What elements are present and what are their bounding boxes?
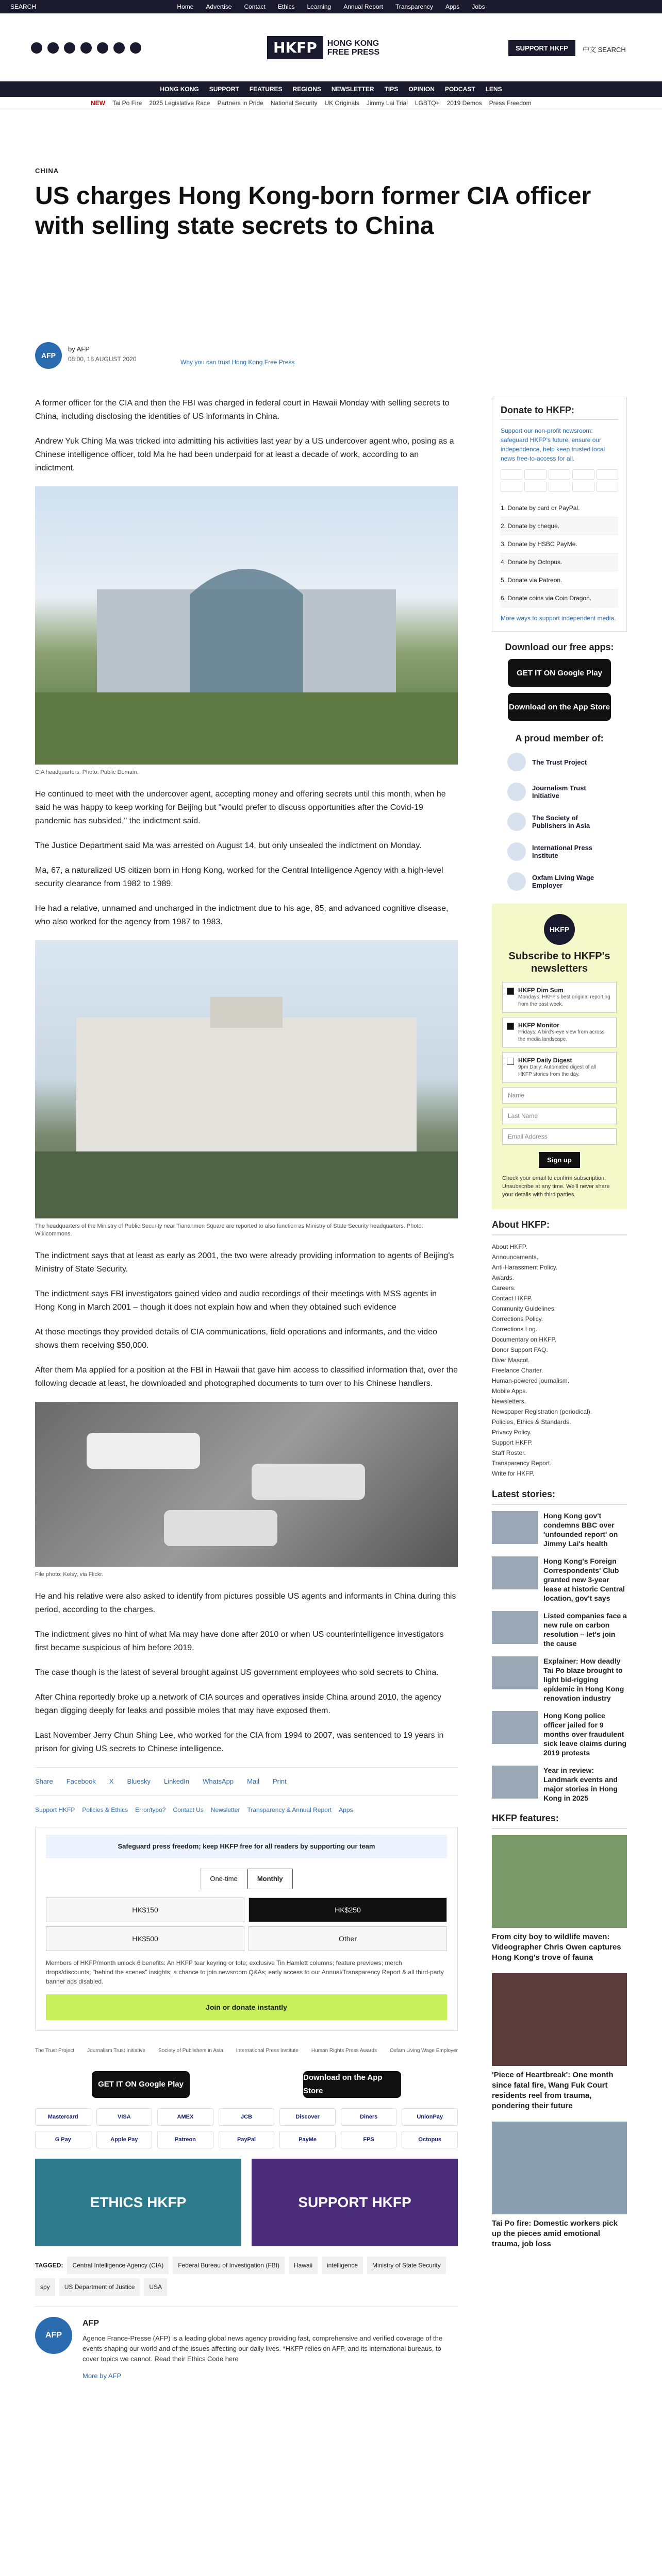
toggle-one-time[interactable]: One-time bbox=[200, 1869, 247, 1889]
x-icon[interactable] bbox=[64, 42, 75, 54]
sopa-icon bbox=[507, 812, 526, 831]
building-illustration bbox=[35, 940, 458, 1218]
facebook-icon[interactable] bbox=[31, 42, 42, 54]
latest-story[interactable] bbox=[492, 1556, 627, 1603]
feature-image bbox=[492, 1835, 627, 1928]
story-title[interactable]: Hong Kong police officer jailed for 9 months over fraudulent sick leave claims during 2019 protests bbox=[543, 1711, 627, 1757]
payment-logo: Mastercard bbox=[35, 2108, 91, 2126]
about-link[interactable]: Corrections Log. bbox=[492, 1326, 538, 1333]
member-title: A proud member of: bbox=[515, 733, 604, 743]
footer-link[interactable]: Support HKFP bbox=[35, 1806, 75, 1814]
member-logo[interactable] bbox=[507, 810, 611, 834]
newsletter-option[interactable] bbox=[502, 1052, 617, 1083]
top-link[interactable]: Ethics bbox=[277, 3, 295, 10]
author-bio: Agence France-Presse (AFP) is a leading global news agency providing fast, comprehensive and verified coverage of the events shaping our world and of the issues affecting our daily lives. *HKFP relies on AFP, and its international bureaus, to cover topics we cannot. Read their Ethics Code here bbox=[82, 2334, 443, 2363]
member-logo[interactable] bbox=[507, 840, 611, 863]
article-headline: US charges Hong Kong-born former CIA officer with selling state secrets to China bbox=[35, 182, 591, 240]
trust-logos bbox=[35, 2044, 458, 2058]
member-logo[interactable] bbox=[507, 750, 611, 774]
trending-link[interactable]: National Security bbox=[270, 99, 318, 107]
trust-logo[interactable]: Journalism Trust Initiative bbox=[87, 2048, 145, 2054]
jti-icon bbox=[507, 783, 526, 801]
top-link[interactable]: Home bbox=[177, 3, 194, 10]
top-link[interactable]: Apps bbox=[445, 3, 460, 10]
member-name: The Trust Project bbox=[532, 758, 587, 766]
support-hkfp-button[interactable]: SUPPORT HKFP bbox=[508, 40, 575, 56]
oxfam-icon bbox=[507, 872, 526, 891]
card-logo bbox=[524, 469, 546, 480]
donate-option[interactable]: 2. Donate by cheque. bbox=[501, 517, 618, 535]
tag[interactable]: intelligence bbox=[322, 2257, 363, 2274]
story-thumbnail bbox=[492, 1556, 538, 1589]
story-title[interactable]: Year in review: Landmark events and major stories in Hong Kong in 2025 bbox=[543, 1766, 618, 1802]
footer-link[interactable]: Error/typo? bbox=[135, 1806, 166, 1814]
building-illustration bbox=[35, 486, 458, 765]
about-link[interactable]: Community Guidelines. bbox=[492, 1305, 556, 1312]
section-tag[interactable]: CHINA bbox=[35, 167, 59, 175]
about-link[interactable]: Privacy Policy. bbox=[492, 1429, 532, 1436]
newsletter-option[interactable] bbox=[502, 1017, 617, 1048]
card-logo bbox=[597, 482, 618, 492]
feature-title[interactable]: From city boy to wildlife maven: Videographer Chris Owen captures Hong Kong's trove of fauna bbox=[492, 1933, 621, 1962]
payment-logo: VISA bbox=[96, 2108, 153, 2126]
trending-link[interactable]: LGBTQ+ bbox=[415, 99, 440, 107]
author-box-avatar[interactable]: AFP bbox=[35, 2317, 72, 2354]
logo-line: FREE PRESS bbox=[327, 47, 380, 57]
trust-link[interactable]: Why you can trust Hong Kong Free Press bbox=[180, 359, 295, 366]
card-logo bbox=[549, 482, 570, 492]
app-store-badge[interactable]: Download on the App Store bbox=[303, 2071, 401, 2098]
donate-option[interactable]: 3. Donate by HSBC PayMe. bbox=[501, 535, 618, 553]
footer-link[interactable]: Transparency & Annual Report bbox=[247, 1806, 332, 1814]
about-link[interactable]: Anti-Harassment Policy. bbox=[492, 1264, 558, 1271]
story-title[interactable]: Hong Kong gov't condemns BBC over 'unfounded report' on Jimmy Lai's health bbox=[543, 1512, 618, 1548]
about-title: About HKFP: bbox=[492, 1219, 627, 1235]
figure bbox=[35, 486, 458, 776]
paragraph: A former officer for the CIA and then the FBI was charged in federal court in Hawaii Monday with selling secrets to China, including disclosing the identities of US informants in China. bbox=[35, 399, 450, 421]
story-thumbnail bbox=[492, 1711, 538, 1744]
payment-logo: Apple Pay bbox=[96, 2131, 153, 2148]
more-by-author-link[interactable]: More by AFP bbox=[82, 2372, 122, 2380]
about-link[interactable]: Policies, Ethics & Standards. bbox=[492, 1418, 571, 1426]
nav-item[interactable]: HONG KONG bbox=[160, 86, 199, 93]
more-ways-link[interactable]: More ways to support independent media. bbox=[501, 615, 616, 622]
about-link[interactable]: Awards. bbox=[492, 1274, 515, 1281]
nav-item[interactable]: NEWSLETTER bbox=[331, 86, 374, 93]
member-name: Oxfam Living Wage Employer bbox=[532, 874, 594, 889]
share-bar bbox=[35, 1767, 458, 1796]
option-name: HKFP Dim Sum bbox=[518, 987, 564, 994]
paragraph: The indictment gives no hint of what Ma may have done after 2010 or when US counterintelligence investigators first became suspicious of him before 2019. bbox=[35, 1630, 444, 1652]
amount-option-selected[interactable]: HK$250 bbox=[249, 1897, 447, 1922]
member-name: International Press Institute bbox=[532, 844, 593, 859]
share-facebook[interactable]: Facebook bbox=[66, 1777, 96, 1785]
about-link[interactable]: Freelance Charter. bbox=[492, 1367, 543, 1374]
mastodon-icon[interactable] bbox=[113, 42, 125, 54]
share-print[interactable]: Print bbox=[272, 1777, 287, 1785]
paragraph: He continued to meet with the undercover agent, accepting money and offering secrets until this month, when he said he was happy to keep working for Beijing but "would prefer to discuss opportunities after the Covid-19 pandemic has subsided," the indictment said. bbox=[35, 790, 446, 825]
trending-link[interactable]: UK Originals bbox=[324, 99, 359, 107]
share-x[interactable]: X bbox=[109, 1777, 114, 1785]
about-link[interactable]: Corrections Policy. bbox=[492, 1315, 543, 1323]
tag[interactable]: USA bbox=[144, 2278, 167, 2296]
about-link[interactable]: Mobile Apps. bbox=[492, 1387, 527, 1395]
newsletter-signup bbox=[492, 904, 627, 1209]
paragraph: After them Ma applied for a position at the FBI in Hawaii that gave him access to classified information that, over the following decade at least, he downloaded and photographed documents to turn over to his Chinese handlers. bbox=[35, 1366, 458, 1388]
member-logo[interactable] bbox=[507, 870, 611, 893]
site-header bbox=[0, 13, 662, 81]
donate-title: Donate to HKFP: bbox=[501, 405, 618, 420]
payment-logo: G Pay bbox=[35, 2131, 91, 2148]
paragraph: At those meetings they provided details of CIA communications, field operations and informants, and the video shows them receiving $50,000. bbox=[35, 1328, 437, 1350]
about-link[interactable]: Donor Support FAQ. bbox=[492, 1346, 548, 1353]
option-desc: Fridays: A bird's-eye view from across the media landscape. bbox=[518, 1029, 605, 1042]
feature-title[interactable]: Tai Po fire: Domestic workers pick up the pieces amid emotional trauma, job loss bbox=[492, 2219, 618, 2248]
tag[interactable]: Ministry of State Security bbox=[367, 2257, 446, 2274]
trending-link[interactable]: 2025 Legislative Race bbox=[149, 99, 210, 107]
donate-option[interactable]: 5. Donate via Patreon. bbox=[501, 571, 618, 589]
payment-logo: Octopus bbox=[402, 2131, 458, 2148]
latest-story[interactable] bbox=[492, 1511, 627, 1548]
feature-story[interactable] bbox=[492, 1835, 627, 1963]
instagram-icon[interactable] bbox=[47, 42, 59, 54]
google-play-badge[interactable]: GET IT ON Google Play bbox=[508, 659, 611, 687]
card-logo bbox=[501, 482, 522, 492]
top-link[interactable]: Learning bbox=[307, 3, 332, 10]
option-desc: 9pm Daily: Automated digest of all HKFP stories from the day. bbox=[518, 1064, 597, 1077]
figure-caption: File photo: Kelsy, via Flickr. bbox=[35, 1571, 104, 1578]
publish-date: 08:00, 18 AUGUST 2020 bbox=[68, 355, 137, 363]
payment-logo: FPS bbox=[341, 2131, 397, 2148]
last-name-field[interactable]: Last Name bbox=[502, 1108, 617, 1124]
latest-story[interactable] bbox=[492, 1656, 627, 1703]
payment-logo: Discover bbox=[279, 2108, 336, 2126]
paragraph: Ma, 67, a naturalized US citizen born in Hong Kong, worked for the Central Intelligence Agency with a high-level security clearance from 1982 to 1989. bbox=[35, 866, 443, 888]
payment-logo: Diners bbox=[341, 2108, 397, 2126]
about-link[interactable]: Support HKFP. bbox=[492, 1439, 533, 1446]
tag[interactable]: US Department of Justice bbox=[59, 2278, 140, 2296]
figure bbox=[35, 1402, 458, 1579]
nav-item[interactable]: FEATURES bbox=[249, 86, 283, 93]
feature-title[interactable]: 'Piece of Heartbreak': One month since fatal fire, Wang Fuk Court residents reel from trauma, pondering their future bbox=[492, 2071, 614, 2110]
story-thumbnail bbox=[492, 1611, 538, 1644]
promo-banners bbox=[35, 2159, 458, 2246]
trust-logo[interactable]: The Trust Project bbox=[35, 2048, 75, 2054]
camera-illustration bbox=[35, 1402, 458, 1567]
donate-option[interactable]: 4. Donate by Octopus. bbox=[501, 553, 618, 571]
amount-option[interactable]: HK$500 bbox=[46, 1926, 244, 1951]
card-logo bbox=[549, 469, 570, 480]
about-link[interactable]: Documentary on HKFP. bbox=[492, 1336, 557, 1343]
newsletter-note: Check your email to confirm subscription. Unsubscribe at any time. We'll never share your details with third parties. bbox=[502, 1175, 610, 1198]
story-title[interactable]: Explainer: How deadly Tai Po blaze brought to light bid-rigging epidemic in Hong Kong renovation industry bbox=[543, 1657, 624, 1702]
figure-caption: The headquarters of the Ministry of Public Security near Tiananmen Square are reported to also function as Ministry of State Security headquarters. Photo: Wikicommons. bbox=[35, 1223, 423, 1237]
paragraph: He had a relative, unnamed and uncharged in the indictment due to his age, 85, and advanced cognitive disease, who also worked for the agency from 1987 to 1983. bbox=[35, 904, 449, 926]
ethics-banner[interactable]: ETHICS HKFP bbox=[35, 2159, 241, 2246]
footer-link[interactable]: Policies & Ethics bbox=[82, 1806, 128, 1814]
figure-caption: CIA headquarters. Photo: Public Domain. bbox=[35, 769, 139, 775]
paragraph: He and his relative were also asked to identify from pictures possible US agents and informants in China during this period, according to the charges. bbox=[35, 1592, 456, 1614]
story-thumbnail bbox=[492, 1511, 538, 1544]
ministry-building-image bbox=[35, 940, 458, 1218]
about-links bbox=[492, 1242, 627, 1479]
story-thumbnail bbox=[492, 1766, 538, 1799]
author-avatar[interactable]: AFP bbox=[35, 342, 62, 369]
option-desc: Mondays: HKFP's best original reporting from the past week. bbox=[518, 994, 610, 1007]
linkedin-icon[interactable] bbox=[97, 42, 108, 54]
join-donate-button[interactable]: Join or donate instantly bbox=[46, 1994, 447, 2020]
about-link[interactable]: Announcements. bbox=[492, 1253, 539, 1261]
social-links bbox=[31, 42, 141, 54]
logo-box: HKFP bbox=[267, 36, 323, 59]
about-link[interactable]: Staff Roster. bbox=[492, 1449, 526, 1456]
article-body bbox=[35, 397, 458, 2383]
amount-option[interactable]: HK$150 bbox=[46, 1897, 244, 1922]
donation-widget bbox=[35, 1827, 458, 2031]
checkbox-checked[interactable] bbox=[507, 1023, 514, 1030]
share-bluesky[interactable]: Bluesky bbox=[127, 1777, 151, 1785]
about-link[interactable]: Transparency Report. bbox=[492, 1460, 552, 1467]
tags-label: TAGGED: bbox=[35, 2262, 63, 2269]
donate-option[interactable]: 6. Donate coins via Coin Dragon. bbox=[501, 589, 618, 607]
app-badges bbox=[35, 2071, 458, 2098]
figure bbox=[35, 940, 458, 1238]
checkbox-checked[interactable] bbox=[507, 988, 514, 995]
about-link[interactable]: Human-powered journalism. bbox=[492, 1377, 570, 1384]
tag[interactable]: spy bbox=[35, 2278, 55, 2296]
sidebar-donate bbox=[492, 397, 627, 632]
frequency-toggle bbox=[46, 1869, 447, 1889]
about-link[interactable]: Contact HKFP. bbox=[492, 1295, 533, 1302]
amount-options bbox=[46, 1897, 447, 1951]
top-link[interactable]: Jobs bbox=[472, 3, 485, 10]
about-link[interactable]: Newspaper Registration (periodical). bbox=[492, 1408, 592, 1415]
paragraph: Last November Jerry Chun Shing Lee, who worked for the CIA from 1994 to 2007, was sentenced to 19 years in prison for giving US secrets to Chinese intelligence. bbox=[35, 1731, 444, 1753]
payment-logo: Patreon bbox=[157, 2131, 213, 2148]
share-mail[interactable]: Mail bbox=[247, 1777, 259, 1785]
member-logo[interactable] bbox=[507, 780, 611, 804]
card-logo bbox=[572, 469, 594, 480]
card-logo bbox=[597, 469, 618, 480]
share-whatsapp[interactable]: WhatsApp bbox=[203, 1777, 234, 1785]
about-link[interactable]: Careers. bbox=[492, 1284, 516, 1292]
member-name: Journalism Trust Initiative bbox=[532, 784, 586, 800]
trending-link[interactable]: 2019 Demos bbox=[446, 99, 482, 107]
checkbox-unchecked[interactable] bbox=[507, 1058, 514, 1065]
card-logos bbox=[501, 469, 618, 492]
trust-logo[interactable]: Society of Publishers in Asia bbox=[158, 2048, 223, 2054]
donation-benefits: Members of HKFP/month unlock 6 benefits: An HKFP tear keyring or tote; exclusive Tin Hamlett columns; feature previews; merch drops/discounts; "behind the scenes" insights; a chance to join newsroom Q&As; early access to our Annual/Transparency Report & all third-party banner ads disabled. bbox=[46, 1959, 444, 1985]
newsletter-option[interactable] bbox=[502, 982, 617, 1013]
byline-author[interactable]: by AFP bbox=[68, 345, 90, 353]
nav-item[interactable]: PODCAST bbox=[444, 86, 475, 93]
article-footer-links bbox=[35, 1803, 458, 1817]
author-box bbox=[35, 2306, 458, 2383]
nav-item[interactable]: TIPS bbox=[384, 86, 399, 93]
amount-option[interactable]: Other bbox=[249, 1926, 447, 1951]
about-link[interactable]: Newsletters. bbox=[492, 1398, 526, 1405]
ipi-icon bbox=[507, 842, 526, 861]
paragraph: The Justice Department said Ma was arrested on August 14, but only unsealed the indictment on Monday. bbox=[35, 841, 422, 850]
trust-logo[interactable]: Oxfam Living Wage Employer bbox=[390, 2048, 458, 2054]
latest-title: Latest stories: bbox=[492, 1489, 627, 1505]
trust-project-icon bbox=[507, 753, 526, 771]
nav-item[interactable]: SUPPORT bbox=[209, 86, 239, 93]
story-title[interactable]: Hong Kong's Foreign Correspondents' Club granted new 3-year lease at historic Central location, gov't says bbox=[543, 1557, 625, 1602]
tag[interactable]: Central Intelligence Agency (CIA) bbox=[67, 2257, 169, 2274]
paragraph: Andrew Yuk Ching Ma was tricked into admitting his activities last year by a US undercover agent who, posing as a Chinese intelligence officer, told Ma he had been underpaid for at least a decade of work, according to an indictment. bbox=[35, 437, 454, 472]
latest-story[interactable] bbox=[492, 1766, 627, 1803]
features-title: HKFP features: bbox=[492, 1813, 627, 1829]
top-search-link[interactable]: SEARCH bbox=[10, 3, 37, 10]
trending-link[interactable]: Partners in Pride bbox=[217, 99, 263, 107]
cctv-cameras-image bbox=[35, 1402, 458, 1567]
top-link[interactable]: Transparency bbox=[395, 3, 433, 10]
payment-logo: JCB bbox=[219, 2108, 275, 2126]
app-store-badge[interactable]: Download on the App Store bbox=[508, 693, 611, 721]
newsletter-logo: HKFP bbox=[544, 914, 575, 945]
feature-story[interactable] bbox=[492, 2122, 627, 2249]
member-name: The Society of Publishers in Asia bbox=[532, 814, 590, 829]
author-name[interactable]: AFP bbox=[82, 2319, 99, 2328]
paragraph: The indictment says that at least as early as 2001, the two were already providing information to agents of Beijing's Ministry of State Security. bbox=[35, 1251, 454, 1274]
trending-link[interactable]: Jimmy Lai Trial bbox=[366, 99, 408, 107]
top-link[interactable]: Annual Report bbox=[343, 3, 383, 10]
article-tags bbox=[35, 2257, 458, 2296]
card-logo bbox=[572, 482, 594, 492]
new-label: NEW bbox=[91, 99, 105, 107]
site-logo[interactable] bbox=[267, 36, 379, 59]
apps-title: Download our free apps: bbox=[505, 642, 614, 652]
paragraph: After China reportedly broke up a network of CIA sources and operatives inside China around 2010, the agency began digging deeply for leaks and possible moles that may have exposed them. bbox=[35, 1693, 442, 1715]
sign-up-button[interactable]: Sign up bbox=[539, 1152, 580, 1168]
support-banner[interactable]: SUPPORT HKFP bbox=[252, 2159, 458, 2246]
payment-logo: PayMe bbox=[279, 2131, 336, 2148]
tag[interactable]: Hawaii bbox=[289, 2257, 318, 2274]
logo-line: HONG KONG bbox=[327, 39, 379, 48]
payment-logo: AMEX bbox=[157, 2108, 213, 2126]
payment-logos bbox=[35, 2108, 458, 2148]
sidebar bbox=[492, 397, 627, 2260]
newsletter-title: Subscribe to HKFP's newsletters bbox=[508, 951, 610, 974]
footer-link[interactable]: Apps bbox=[339, 1806, 353, 1814]
payment-logo: UnionPay bbox=[402, 2108, 458, 2126]
footer-link[interactable]: Contact Us bbox=[173, 1806, 204, 1814]
donate-option[interactable]: 1. Donate by card or PayPal. bbox=[501, 499, 618, 517]
share-label: Share bbox=[35, 1777, 53, 1785]
about-link[interactable]: Diver Mascot. bbox=[492, 1357, 530, 1364]
toggle-monthly[interactable]: Monthly bbox=[247, 1869, 293, 1889]
trust-logo[interactable]: Human Rights Press Awards bbox=[311, 2048, 377, 2054]
name-field[interactable]: Name bbox=[502, 1087, 617, 1104]
feature-image bbox=[492, 1973, 627, 2066]
trending-link[interactable]: Tai Po Fire bbox=[112, 99, 142, 107]
logo-text bbox=[327, 39, 379, 57]
language-search-links[interactable]: 中文 SEARCH bbox=[583, 46, 626, 54]
about-link[interactable]: About HKFP. bbox=[492, 1243, 527, 1250]
card-logo bbox=[501, 469, 522, 480]
donate-intro[interactable]: Support our non-profit newsroom: safeguard HKFP's future, ensure our independence, help keep trusted local news free-to-access for all. bbox=[501, 427, 605, 462]
card-logo bbox=[524, 482, 546, 492]
trending-bar bbox=[0, 97, 662, 109]
trust-logo[interactable]: International Press Institute bbox=[236, 2048, 299, 2054]
google-play-badge[interactable]: GET IT ON Google Play bbox=[92, 2071, 190, 2098]
payment-logo: PayPal bbox=[219, 2131, 275, 2148]
about-link[interactable]: Write for HKFP. bbox=[492, 1470, 535, 1477]
option-name: HKFP Daily Digest bbox=[518, 1057, 572, 1064]
cia-headquarters-image bbox=[35, 486, 458, 765]
option-name: HKFP Monitor bbox=[518, 1022, 559, 1029]
feature-image bbox=[492, 2122, 627, 2214]
youtube-icon[interactable] bbox=[80, 42, 92, 54]
main-nav bbox=[0, 81, 662, 97]
paragraph: The indictment says FBI investigators gained video and audio recordings of their meetings with MSS agents in Hong Kong in March 2001 – though it does not explain how and when they obtained such evidence bbox=[35, 1290, 437, 1312]
tag[interactable]: Federal Bureau of Investigation (FBI) bbox=[173, 2257, 285, 2274]
latest-story[interactable] bbox=[492, 1611, 627, 1648]
feature-story[interactable] bbox=[492, 1973, 627, 2111]
latest-story[interactable] bbox=[492, 1711, 627, 1757]
top-links bbox=[0, 3, 662, 10]
paragraph: The case though is the latest of several brought against US government employees who sold secrets to China. bbox=[35, 1668, 439, 1677]
nav-item[interactable]: OPINION bbox=[408, 86, 435, 93]
nav-item[interactable]: REGIONS bbox=[292, 86, 321, 93]
share-linkedin[interactable]: LinkedIn bbox=[164, 1777, 190, 1785]
donation-header: Safeguard press freedom; keep HKFP free for all readers by supporting our team bbox=[46, 1835, 447, 1858]
story-title[interactable]: Listed companies face a new rule on carbon resolution – let's join the cause bbox=[543, 1612, 627, 1648]
nav-item[interactable]: LENS bbox=[485, 86, 502, 93]
footer-link[interactable]: Newsletter bbox=[210, 1806, 240, 1814]
email-icon[interactable] bbox=[130, 42, 141, 54]
top-utility-bar bbox=[0, 0, 662, 13]
trending-link[interactable]: Press Freedom bbox=[489, 99, 532, 107]
story-thumbnail bbox=[492, 1656, 538, 1689]
top-link[interactable]: Advertise bbox=[206, 3, 232, 10]
top-link[interactable]: Contact bbox=[244, 3, 266, 10]
email-field[interactable]: Email Address bbox=[502, 1128, 617, 1145]
